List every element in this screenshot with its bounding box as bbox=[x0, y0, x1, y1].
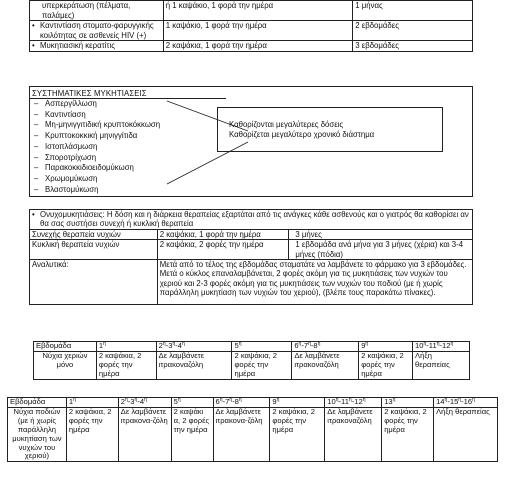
header-cell bbox=[325, 398, 382, 408]
header-cell bbox=[292, 342, 359, 352]
ordinal-suffix: η bbox=[298, 341, 302, 347]
week-number: -12 bbox=[439, 341, 451, 350]
header-cell bbox=[118, 398, 171, 408]
ordinal-suffix: η bbox=[229, 397, 233, 403]
table-row bbox=[30, 210, 473, 230]
ordinal-suffix: η bbox=[436, 341, 440, 347]
list-item: – Κρυπτοκοκκική μηνιγγίτιδα bbox=[34, 131, 160, 142]
week-number: -3 bbox=[127, 397, 135, 406]
ordinal-suffix: η bbox=[238, 397, 242, 403]
week-number: -11 bbox=[426, 341, 437, 350]
header-cell bbox=[232, 342, 292, 352]
ordinal-suffix: η bbox=[124, 397, 128, 403]
table-row bbox=[30, 229, 473, 239]
header-cell bbox=[359, 342, 413, 352]
schedule-cell: Δε λαμβάνετε ιτρακοναζόλη bbox=[325, 407, 382, 461]
duration-cell: 3 εβδομάδες bbox=[353, 41, 473, 52]
week-number: 14 bbox=[436, 397, 445, 406]
header-cell bbox=[382, 398, 434, 408]
week-number: 2 bbox=[120, 397, 125, 406]
ordinal-suffix: η bbox=[162, 341, 166, 347]
week-label: Εβδομάδα bbox=[36, 341, 72, 350]
week-number: 6 bbox=[294, 341, 299, 350]
week-number: 9 bbox=[361, 341, 366, 350]
list-item: – Μη-μηνιγγιτιδική κρυπτοκόκκωση bbox=[34, 120, 160, 131]
week-number: -3 bbox=[165, 341, 173, 350]
detail-label: Αναλυτικά: bbox=[30, 260, 158, 305]
week-number: -7 bbox=[301, 341, 309, 350]
systemic-heading: ΣΥΣΤΗΜΑΤΙΚΕΣ ΜΥΚΗΤΙΑΣΕΙΣ bbox=[32, 89, 147, 98]
header-cell bbox=[34, 342, 97, 352]
week-number: 5 bbox=[173, 397, 178, 406]
schedule-cell: Λήξη θεραπείας bbox=[413, 351, 470, 379]
ordinal-suffix: η bbox=[73, 397, 76, 403]
schedule-cell: Δε λαμβάνετε ιτρακοναζόλη bbox=[156, 351, 232, 379]
ordinal-suffix: η bbox=[134, 397, 138, 403]
header-cell bbox=[66, 398, 118, 408]
week-number: 9 bbox=[272, 397, 277, 406]
ordinal-suffix: η bbox=[450, 341, 454, 347]
week-number: 1 bbox=[98, 341, 104, 350]
duration-cell: 1 μήνας bbox=[353, 1, 473, 21]
schedule-cell: 2 καψάκια, 2 φορές την ημέρα bbox=[96, 351, 156, 379]
list-item: – Ιστοπλάσμωση bbox=[34, 142, 160, 153]
list-item: – Ασπεργίλλωση bbox=[34, 99, 160, 110]
week-number: -8 bbox=[310, 341, 318, 350]
onychomycosis-table bbox=[29, 209, 473, 305]
ordinal-suffix: η bbox=[317, 341, 321, 347]
ordinal-suffix: η bbox=[182, 341, 185, 347]
hands-schedule-table bbox=[33, 341, 470, 380]
week-number: 6 bbox=[215, 397, 220, 406]
week-label: Εβδομάδα bbox=[10, 397, 46, 406]
schedule-cell: 2 καψάκια, 2 φορές την ημέρα bbox=[359, 351, 413, 379]
dose-cell: ή 1 καψάκιο, 1 φορά την ημέρα bbox=[163, 1, 352, 21]
week-number: 10 bbox=[327, 397, 336, 406]
duration-cell: 3 μήνες bbox=[289, 229, 473, 239]
duration-cell: 2 εβδομάδες bbox=[353, 21, 473, 41]
ordinal-suffix: η bbox=[362, 397, 366, 403]
schedule-cell: Δε λαμβάνετε ιτρακονα-ζόλη bbox=[118, 407, 171, 461]
ordinal-suffix: η bbox=[444, 397, 448, 403]
schedule-cell: 2 καψάκια, 2 φορές την ημέρα bbox=[270, 407, 325, 461]
header-cell bbox=[8, 398, 67, 408]
indication-cell: υπερκεράτωση (πέλματα, παλάμες) bbox=[30, 1, 164, 21]
header-cell bbox=[213, 398, 270, 408]
schedule-cell: Λήξη θεραπείας bbox=[434, 407, 498, 461]
table-row bbox=[34, 351, 470, 379]
feet-schedule-table bbox=[7, 397, 498, 462]
dose-cell: 2 καψάκια, 2 φορές την ημέρα bbox=[157, 240, 289, 260]
header-cell bbox=[96, 342, 156, 352]
table-row bbox=[8, 407, 498, 461]
schedule-cell: Δε λαμβάνετε ιτρακοναζόλη bbox=[292, 351, 359, 379]
list-item: – Σποροτρίχωση bbox=[34, 153, 160, 164]
week-number: -4 bbox=[137, 397, 145, 406]
row-label: Νύχια χεριών μόνο bbox=[34, 351, 97, 379]
week-number: 5 bbox=[234, 341, 239, 350]
table-row bbox=[30, 21, 473, 41]
week-number: -15 bbox=[447, 397, 459, 406]
week-number: -8 bbox=[232, 397, 239, 406]
ordinal-suffix: η bbox=[392, 397, 396, 403]
dosage-note-box bbox=[217, 107, 443, 152]
row-label: Νύχια ποδιών (με ή χωρίς παράλληλη μυκητίαση των νυχιών του χεριού) bbox=[8, 407, 67, 461]
note-line-1: Καθορίζονται μεγαλύτερες δόσεις bbox=[229, 120, 344, 129]
ordinal-suffix: η bbox=[365, 341, 369, 347]
list-item: – Βλαστομύκωση bbox=[34, 185, 160, 196]
list-item: – Χρωμομύκωση bbox=[34, 174, 160, 185]
week-number: -16 bbox=[461, 397, 473, 406]
ordinal-suffix: η bbox=[348, 397, 352, 403]
list-item: – Καντιντίαση bbox=[34, 110, 160, 121]
week-number: -11 bbox=[338, 397, 349, 406]
week-number: -4 bbox=[175, 341, 182, 350]
table-row bbox=[30, 260, 473, 305]
header-cell bbox=[156, 342, 232, 352]
regimen-label: Συνεχής θεραπεία νυχιών bbox=[30, 229, 158, 239]
ordinal-suffix: η bbox=[172, 341, 176, 347]
week-number: 10 bbox=[415, 341, 424, 350]
dosage-table bbox=[29, 0, 473, 52]
week-number: -12 bbox=[351, 397, 363, 406]
table-row bbox=[30, 240, 473, 260]
table-header-row bbox=[8, 398, 498, 408]
ordinal-suffix: η bbox=[472, 397, 475, 403]
ordinal-suffix: η bbox=[177, 397, 181, 403]
schedule-cell: 2 καψάκια, 2 φορές την ημέρα bbox=[232, 351, 292, 379]
ordinal-suffix: η bbox=[308, 341, 311, 347]
week-number: -7 bbox=[222, 397, 230, 406]
regimen-label: Κυκλική θεραπεία νυχιών bbox=[30, 240, 158, 260]
indication-cell: • Μυκητιασική κερατίτις bbox=[30, 41, 164, 52]
ordinal-suffix: η bbox=[458, 397, 462, 403]
week-number: 1 bbox=[68, 397, 74, 406]
ordinal-suffix: η bbox=[103, 341, 106, 347]
dose-cell: 2 καψάκια, 1 φορά την ημέρα bbox=[163, 41, 352, 52]
table-row bbox=[30, 1, 473, 21]
schedule-cell: 2 καψάκι α, 2 φορές την ημέρα bbox=[171, 407, 213, 461]
dose-cell: 1 καψάκιο, 1 φορά την ημέρα bbox=[163, 21, 352, 41]
ordinal-suffix: η bbox=[276, 397, 280, 403]
ordinal-suffix: η bbox=[423, 341, 427, 347]
week-number: 2 bbox=[158, 341, 163, 350]
schedule-cell: 2 καψάκια, 2 φορές την ημέρα bbox=[66, 407, 118, 461]
schedule-cell: Δε λαμβάνετε ιτρακονα-ζόλη bbox=[213, 407, 270, 461]
ordinal-suffix: η bbox=[238, 341, 242, 347]
note-line-2: Καθορίζεται μεγαλύτερο χρονικό διάστημα bbox=[229, 130, 375, 139]
ordinal-suffix: η bbox=[144, 397, 147, 403]
table-header-row bbox=[34, 342, 470, 352]
header-cell bbox=[171, 398, 213, 408]
header-cell bbox=[413, 342, 470, 352]
detail-text: Μετά από το τέλος της εβδομάδας σταματάτε να λαμβάνετε το φάρμακο για 3 εβδομάδες. Μετά ο κύκλος επαναλαμβάνεται, 2 φορές ακόμη για τις μυκητιάσεις των νυχιών του χεριού και 2-3 φορές ακόμη για τις μυκητιάσεις των νυχιών του ποδιού (με ή χωρίς παράλληλη μυκητίαση των νυχιών του χεριού), (βλέπε τους παρακάτω πίνακες). bbox=[157, 260, 472, 305]
dose-cell: 2 καψάκια, 1 φορά την ημέρα bbox=[157, 229, 289, 239]
table-row bbox=[30, 41, 473, 52]
ordinal-suffix: η bbox=[335, 397, 339, 403]
list-item: – Παρακοκκιδιοειδομύκωση bbox=[34, 163, 160, 174]
duration-cell: 1 εβδομάδα ανά μήνα για 3 μήνες (χέρια) και 3-4 μήνες (πόδια) bbox=[289, 240, 473, 260]
schedule-cell: 2 καψάκια, 2 φορές την ημέρα bbox=[382, 407, 434, 461]
ordinal-suffix: η bbox=[219, 397, 223, 403]
header-cell bbox=[434, 398, 498, 408]
header-cell bbox=[270, 398, 325, 408]
indication-cell: • Καντιντίαση στοματο-φαρυγγικής κοιλότητας σε ασθενείς HIV (+) bbox=[30, 21, 164, 41]
intro-cell: • Ονυχομυκητιάσεις: Η δόση και η διάρκεια θεραπείας εξαρτάται από τις ανάγκες κάθε ασθενούς και ο γιατρός θα καθορίσει αν θα σας συστήσει συνεχή ή κυκλική θεραπεία bbox=[30, 210, 473, 230]
week-number: 13 bbox=[384, 397, 393, 406]
